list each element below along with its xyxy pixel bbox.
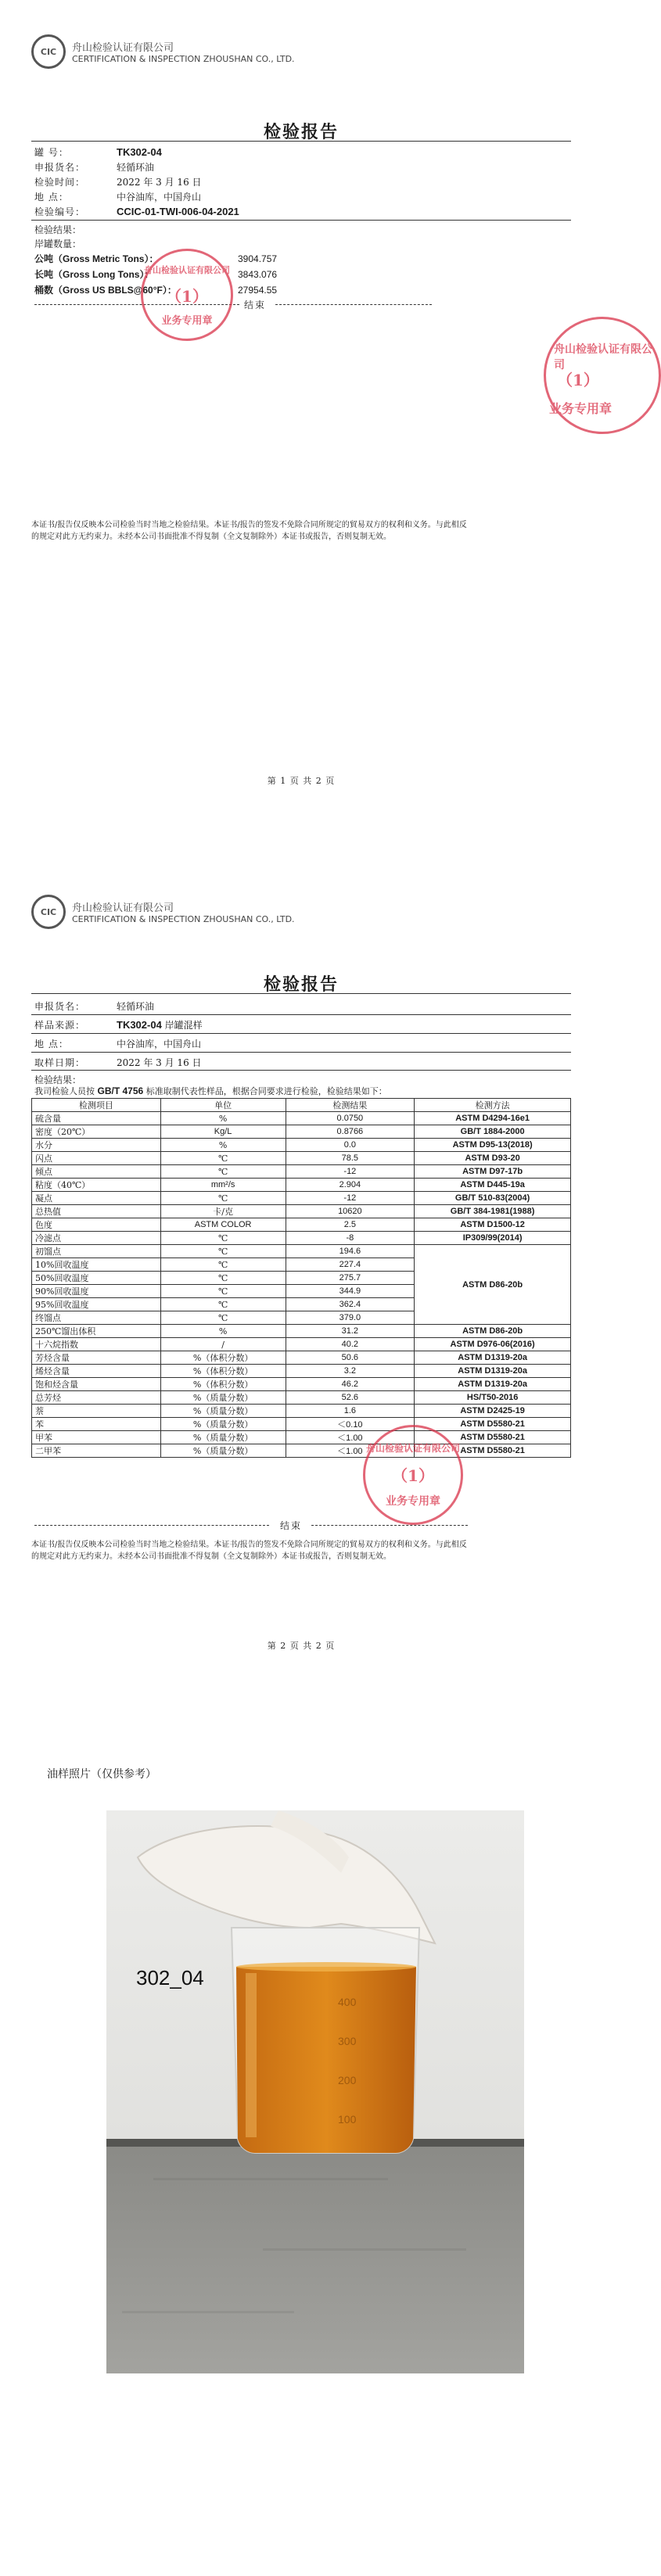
cell-unit: %（质量分数） (160, 1405, 286, 1418)
disclaimer-line: 本证书/报告仅反映本公司检验当时当地之检验结果。本证书/报告的签发不免除合同所规定的貿易双方的权利和义务。与此相反 (31, 521, 467, 529)
results-intro (34, 1085, 387, 1097)
stamp-company-text: 舟山检验认证有限公司 (365, 1443, 460, 1454)
field-value: 2022 年 3 月 16 日 (117, 177, 202, 188)
cell-result: ＜0.10 (286, 1418, 415, 1431)
cell-item: 90%回收温度 (32, 1285, 161, 1298)
page-title: 检验报告 (263, 974, 339, 995)
results-table (31, 1098, 571, 1458)
cell-item: 十六烷指数 (32, 1338, 161, 1351)
cell-method: GB/T 384-1981(1988) (415, 1205, 571, 1218)
cell-result: 10620 (286, 1205, 415, 1218)
company-logo-header (31, 34, 295, 69)
table-row (32, 1205, 571, 1218)
cell-result: 31.2 (286, 1325, 415, 1338)
cell-method: GB/T 1884-2000 (415, 1125, 571, 1139)
cell-unit: % (160, 1325, 286, 1338)
cell-unit: ℃ (160, 1298, 286, 1311)
cell-result: 3.2 (286, 1365, 415, 1378)
cell-result: 46.2 (286, 1378, 415, 1391)
cell-method: IP309/99(2014) (415, 1232, 571, 1245)
field-cargo-name (34, 999, 154, 1013)
field-value-cn: 岸罐混样 (164, 1020, 203, 1031)
official-stamp-margin (544, 317, 661, 434)
quantity-row-value: 3904.757 (238, 253, 278, 264)
col-header-result: 检测结果 (286, 1099, 415, 1112)
field-value: 2022 年 3 月 16 日 (117, 1057, 202, 1068)
field-value: CCIC-01-TWI-006-04-2021 (117, 206, 239, 217)
table-row (32, 1192, 571, 1205)
cell-item: 总芳烃 (32, 1391, 161, 1405)
quantity-row-value: 27954.55 (238, 285, 278, 296)
field-location (34, 1037, 201, 1050)
table-row (32, 1112, 571, 1125)
table-row (32, 1391, 571, 1405)
fields-divider (31, 1033, 571, 1034)
cell-unit: % (160, 1139, 286, 1152)
field-sample-source (34, 1018, 203, 1031)
fields-divider (31, 1014, 571, 1015)
stamp-label: 业务专用章 (549, 401, 613, 416)
cell-method: ASTM D5580-21 (415, 1431, 571, 1444)
end-mark: 结束 (280, 1520, 303, 1531)
cell-result: 0.0750 (286, 1112, 415, 1125)
svg-text:400: 400 (338, 1996, 357, 2008)
svg-text:100: 100 (338, 2113, 357, 2126)
field-tank-no (34, 145, 162, 159)
stamp-number: （1） (392, 1466, 434, 1485)
cell-result: 50.6 (286, 1351, 415, 1365)
cell-item: 闪点 (32, 1152, 161, 1165)
stamp-company-text: 舟山检验认证有限公司 (554, 343, 652, 371)
company-logo-icon: CIC (31, 895, 66, 929)
cell-method: ASTM D445-19a (415, 1179, 571, 1192)
cell-result: 227.4 (286, 1258, 415, 1272)
cell-method: ASTM D93-20 (415, 1152, 571, 1165)
cell-item: 50%回收温度 (32, 1272, 161, 1285)
end-dash-left (34, 1525, 269, 1526)
company-name-cn: 舟山检验认证有限公司 (72, 902, 174, 914)
cell-method: ASTM D5580-21 (415, 1444, 571, 1458)
table-header-row (32, 1099, 571, 1112)
field-value: TK302-04 (117, 146, 162, 158)
cell-item: 初馏点 (32, 1245, 161, 1258)
table-row (32, 1338, 571, 1351)
page-number: 第 2 页 共 2 页 (267, 1641, 336, 1651)
stamp-company-text: 舟山检验认证有限公司 (144, 265, 230, 275)
field-label: 罐 号： (34, 147, 69, 158)
cell-unit: %（体积分数） (160, 1351, 286, 1365)
table-row (32, 1165, 571, 1179)
cell-result: 2.904 (286, 1179, 415, 1192)
disclaimer-line: 的规定对此方无约束力。未经本公司书面批准不得复制（全文复制除外）本证书或报告，否则复制无效。 (31, 1552, 391, 1561)
end-dash-right (275, 304, 432, 305)
cell-result: 0.0 (286, 1139, 415, 1152)
table-row (32, 1152, 571, 1165)
cell-method: ASTM D5580-21 (415, 1418, 571, 1431)
cell-item: 饱和烃含量 (32, 1378, 161, 1391)
report-page-1 (0, 0, 652, 860)
cell-unit: mm²/s (160, 1179, 286, 1192)
stamp-number: （1） (166, 287, 208, 306)
field-label: 检验时间： (34, 177, 86, 188)
table-row (32, 1418, 571, 1431)
cell-item: 烯烃含量 (32, 1365, 161, 1378)
cell-unit: ℃ (160, 1152, 286, 1165)
col-header-method: 检测方法 (415, 1099, 571, 1112)
cell-unit: ℃ (160, 1232, 286, 1245)
cell-method: HS/T50-2016 (415, 1391, 571, 1405)
cell-item: 密度（20℃） (32, 1125, 161, 1139)
field-label: 申报货名： (34, 1001, 86, 1012)
cell-item: 芳烃含量 (32, 1351, 161, 1365)
cell-item: 凝点 (32, 1192, 161, 1205)
table-row (32, 1245, 571, 1258)
table-row (32, 1444, 571, 1458)
cell-result: 194.6 (286, 1245, 415, 1258)
cell-result: 275.7 (286, 1272, 415, 1285)
field-inspection-no (34, 205, 239, 218)
table-row (32, 1139, 571, 1152)
fields-divider (31, 220, 571, 221)
cell-unit: ℃ (160, 1245, 286, 1258)
table-row (32, 1378, 571, 1391)
cell-method: GB/T 510-83(2004) (415, 1192, 571, 1205)
cell-item: 水分 (32, 1139, 161, 1152)
field-inspection-date (34, 175, 202, 188)
cell-unit: % (160, 1112, 286, 1125)
field-label: 地 点： (34, 192, 69, 203)
results-intro-standard: GB/T 4756 (97, 1085, 144, 1096)
report-page-2 (0, 860, 602, 1681)
quantity-label: 岸罐数量： (34, 239, 82, 249)
table-row (32, 1365, 571, 1378)
cell-result: 344.9 (286, 1285, 415, 1298)
cell-method: ASTM D97-17b (415, 1165, 571, 1179)
table-row (32, 1179, 571, 1192)
disclaimer-line: 的规定对此方无约束力。未经本公司书面批准不得复制（全文复制除外）本证书或报告，否则复制无效。 (31, 533, 391, 541)
svg-text:200: 200 (338, 2074, 357, 2086)
cell-method: ASTM D1500-12 (415, 1218, 571, 1232)
results-intro-post: 标准取制代表性样品，根据合同要求进行检验，检验结果如下： (143, 1086, 387, 1096)
page-title: 检验报告 (263, 122, 339, 142)
field-location (34, 190, 201, 203)
cell-method: ASTM D4294-16e1 (415, 1112, 571, 1125)
cell-result: 379.0 (286, 1311, 415, 1325)
cell-item: 终馏点 (32, 1311, 161, 1325)
cell-unit: ℃ (160, 1258, 286, 1272)
cell-unit: ℃ (160, 1165, 286, 1179)
cell-item: 95%回收温度 (32, 1298, 161, 1311)
cell-item: 粘度（40℃） (32, 1179, 161, 1192)
cell-unit: ℃ (160, 1311, 286, 1325)
results-label: 检验结果： (34, 1075, 82, 1085)
cell-unit: / (160, 1338, 286, 1351)
cell-unit: 卡/克 (160, 1205, 286, 1218)
cell-item: 250℃馏出体积 (32, 1325, 161, 1338)
cell-item: 10%回收温度 (32, 1258, 161, 1272)
cell-unit: %（体积分数） (160, 1365, 286, 1378)
cell-item: 苯 (32, 1418, 161, 1431)
oil-sample-photo-illustration (106, 1810, 524, 2373)
title-divider (31, 993, 571, 994)
official-stamp (141, 249, 233, 341)
cell-item: 色度 (32, 1218, 161, 1232)
field-value: 中谷油库，中国舟山 (117, 192, 202, 203)
cell-item: 总热值 (32, 1205, 161, 1218)
end-dash-right (311, 1525, 468, 1526)
quantity-row-label: 桶数（Gross US BBLS@60°F）： (34, 285, 177, 296)
photo-section-title: 油样照片（仅供参考） (47, 1768, 156, 1781)
cell-result: 52.6 (286, 1391, 415, 1405)
cell-method: ASTM D2425-19 (415, 1405, 571, 1418)
table-row (32, 1405, 571, 1418)
disclaimer-line: 本证书/报告仅反映本公司检验当时当地之检验结果。本证书/报告的签发不免除合同所规定的貿易双方的权利和义务。与此相反 (31, 1541, 467, 1549)
fields-divider (31, 1070, 571, 1071)
cell-unit: %（质量分数） (160, 1391, 286, 1405)
cell-unit: ℃ (160, 1272, 286, 1285)
cell-result: 362.4 (286, 1298, 415, 1311)
company-name-en: CERTIFICATION & INSPECTION ZHOUSHAN CO., LTD. (72, 914, 295, 924)
cell-unit: ASTM COLOR (160, 1218, 286, 1232)
stamp-label: 业务专用章 (161, 315, 213, 327)
col-header-item: 检测项目 (32, 1099, 161, 1112)
cell-method: ASTM D976-06(2016) (415, 1338, 571, 1351)
fields-divider (31, 1052, 571, 1053)
cell-item: 倾点 (32, 1165, 161, 1179)
cell-method: ASTM D86-20b (415, 1325, 571, 1338)
cell-result: 78.5 (286, 1152, 415, 1165)
table-row (32, 1325, 571, 1338)
company-name-cn: 舟山检验认证有限公司 (72, 42, 174, 54)
end-mark: 结束 (244, 300, 267, 310)
field-label: 检验编号： (34, 206, 86, 217)
cell-method: ASTM D1319-20a (415, 1378, 571, 1391)
cell-item: 二甲苯 (32, 1444, 161, 1458)
cell-unit: ℃ (160, 1285, 286, 1298)
page-number: 第 1 页 共 2 页 (267, 776, 336, 786)
cell-item: 甲苯 (32, 1431, 161, 1444)
cell-unit: %（质量分数） (160, 1418, 286, 1431)
official-stamp (363, 1425, 463, 1525)
cell-method: ASTM D1319-20a (415, 1351, 571, 1365)
table-row (32, 1218, 571, 1232)
field-value: TK302-04 (117, 1019, 162, 1031)
cell-result: 40.2 (286, 1338, 415, 1351)
table-row (32, 1351, 571, 1365)
stamp-number: （1） (557, 371, 599, 389)
cell-result: ＜1.00 (286, 1431, 415, 1444)
disclaimer (31, 1539, 571, 1562)
results-intro-pre: 我司检验人员按 (34, 1086, 98, 1096)
company-logo-icon: CIC (31, 34, 66, 69)
cell-method: ASTM D95-13(2018) (415, 1139, 571, 1152)
field-sampling-date (34, 1056, 202, 1069)
cell-result: 1.6 (286, 1405, 415, 1418)
cell-unit: %（质量分数） (160, 1444, 286, 1458)
disclaimer (31, 519, 571, 543)
cell-unit: %（体积分数） (160, 1378, 286, 1391)
sample-label: 302_04 (136, 1966, 204, 1989)
results-table-body (32, 1112, 571, 1458)
cell-result: -12 (286, 1165, 415, 1179)
cell-item: 冷滤点 (32, 1232, 161, 1245)
cell-result: -12 (286, 1192, 415, 1205)
cell-item: 硫含量 (32, 1112, 161, 1125)
table-row (32, 1125, 571, 1139)
company-logo-header (31, 895, 295, 929)
quantity-row-value: 3843.076 (238, 269, 278, 280)
cell-unit: %（质量分数） (160, 1431, 286, 1444)
title-divider (31, 141, 571, 142)
field-cargo-name (34, 160, 154, 174)
field-label: 申报货名： (34, 162, 86, 173)
quantity-row-label: 长吨（Gross Long Tons）： (34, 269, 154, 280)
field-label: 取样日期： (34, 1057, 86, 1068)
oil-sample-photo (106, 1810, 524, 2373)
col-header-unit: 单位 (160, 1099, 286, 1112)
cell-result: 2.5 (286, 1218, 415, 1232)
stamp-label: 业务专用章 (386, 1495, 440, 1508)
table-row (32, 1431, 571, 1444)
cell-result: 0.8766 (286, 1125, 415, 1139)
cell-unit: Kg/L (160, 1125, 286, 1139)
cell-result: -8 (286, 1232, 415, 1245)
company-name-en: CERTIFICATION & INSPECTION ZHOUSHAN CO., LTD. (72, 54, 295, 64)
field-label: 样品来源： (34, 1020, 86, 1031)
field-value: 中谷油库，中国舟山 (117, 1039, 202, 1049)
results-label: 检验结果： (34, 224, 82, 235)
field-value: 轻循环油 (117, 1001, 155, 1012)
cell-method: ASTM D1319-20a (415, 1365, 571, 1378)
quantity-row-label: 公吨（Gross Metric Tons）： (34, 253, 159, 264)
svg-text:300: 300 (338, 2035, 357, 2047)
cell-item: 萘 (32, 1405, 161, 1418)
field-label: 地 点： (34, 1039, 69, 1049)
table-row (32, 1232, 571, 1245)
cell-result: ＜1.00 (286, 1444, 415, 1458)
cell-method-merged: ASTM D86-20b (415, 1245, 571, 1325)
field-value: 轻循环油 (117, 162, 155, 173)
cell-unit: ℃ (160, 1192, 286, 1205)
